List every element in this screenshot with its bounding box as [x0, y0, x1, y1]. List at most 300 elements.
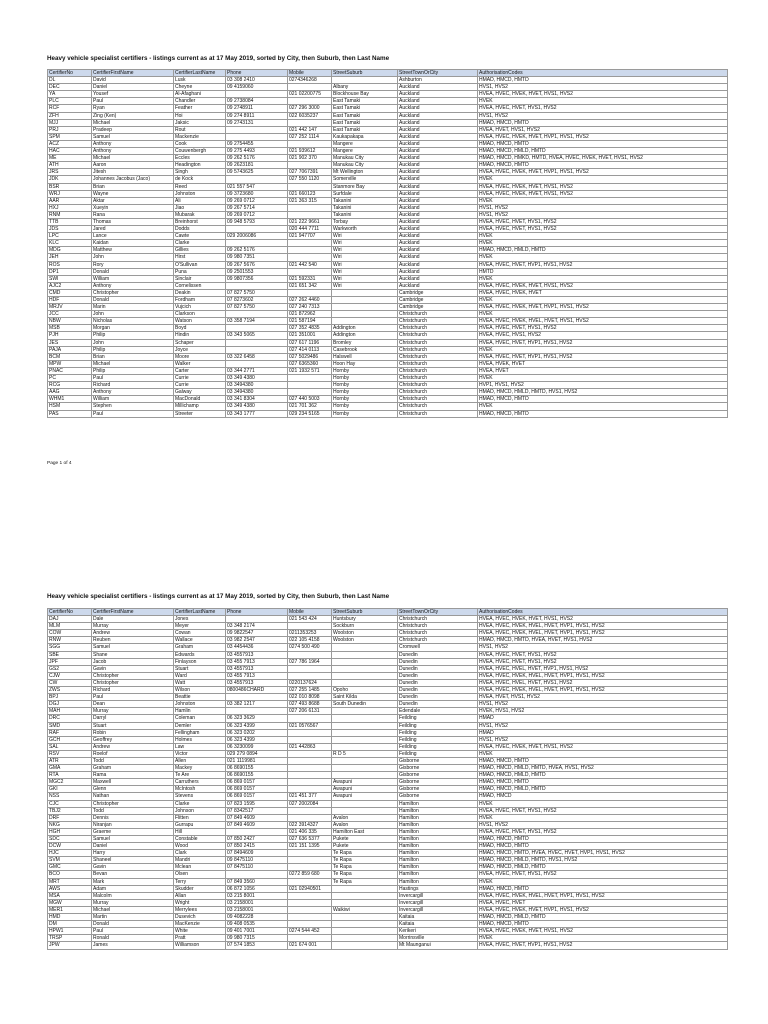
- table-cell: TTB: [48, 218, 92, 225]
- table-cell: Auckland: [398, 275, 478, 282]
- table-cell: AWS: [48, 885, 92, 892]
- table-cell: HMAD, HMCD, HMLD, HMTD, HVEA, HVS1, HVS2: [478, 765, 728, 772]
- table-cell: HVEA, HVEC, HVEK, HVEL, HVET, HVS1, HVS2: [478, 318, 728, 325]
- table-cell: Hamilton: [398, 850, 478, 857]
- table-cell: 021 1119981: [226, 757, 288, 764]
- table-cell: [332, 807, 398, 814]
- table-cell: Opoho: [332, 687, 398, 694]
- table-cell: HVS1, HVS2: [478, 821, 728, 828]
- table-cell: HVEA, HVEC, HVEK, HVET, HVS1, HVS2: [478, 190, 728, 197]
- table-cell: [288, 757, 332, 764]
- column-header: Mobile: [288, 70, 332, 77]
- table-cell: Dusevich: [174, 914, 226, 921]
- table-cell: Christchurch: [398, 623, 478, 630]
- table-cell: 027 493 8688: [288, 701, 332, 708]
- table-cell: Thomas: [92, 218, 174, 225]
- table-cell: [226, 346, 288, 353]
- table-cell: Dunedin: [398, 694, 478, 701]
- table-row: [48, 850, 728, 857]
- table-cell: 027 296 3000: [288, 105, 332, 112]
- table-cell: Pukete: [332, 836, 398, 843]
- table-cell: Beattie: [174, 694, 226, 701]
- table-cell: Christopher: [92, 800, 174, 807]
- table-cell: [288, 864, 332, 871]
- table-cell: Allen: [174, 757, 226, 764]
- table-cell: Wallace: [174, 637, 226, 644]
- table-cell: HVEA, HVEC, HVEK, HVEL, HVET, HVP1, HVS1, HVS2: [478, 672, 728, 679]
- table-cell: [332, 885, 398, 892]
- table-cell: 03 308 2410: [226, 77, 288, 84]
- table-cell: Addington: [332, 332, 398, 339]
- table-cell: Christchurch: [398, 325, 478, 332]
- table-cell: 03 982 2547: [226, 637, 288, 644]
- table-cell: [226, 360, 288, 367]
- table-cell: HVEA, HVEC, HVET, HVP1, HVS1, HVS2: [478, 261, 728, 268]
- table-cell: Dunedin: [398, 658, 478, 665]
- table-row: [48, 736, 728, 743]
- table-cell: RCG: [48, 382, 92, 389]
- table-cell: Wiri: [332, 275, 398, 282]
- table-cell: Christchurch: [398, 637, 478, 644]
- column-header: StreetSuburb: [332, 609, 398, 616]
- table-cell: HMD: [48, 914, 92, 921]
- table-cell: 03 4454436: [226, 644, 288, 651]
- table-row: [48, 297, 728, 304]
- table-cell: SAL: [48, 743, 92, 750]
- table-cell: 03 455 7913: [226, 672, 288, 679]
- table-cell: DAJ: [48, 616, 92, 623]
- table-cell: Wiri: [332, 282, 398, 289]
- table-row: [48, 921, 728, 928]
- table-cell: HMAD, HMCD, HMLD, HMTD: [478, 914, 728, 921]
- table-cell: 021 872962: [288, 311, 332, 318]
- table-row: [48, 757, 728, 764]
- table-cell: SVM: [48, 857, 92, 864]
- table-cell: 03 358 7194: [226, 318, 288, 325]
- table-cell: Shaneel: [92, 857, 174, 864]
- table-cell: 03 349 4380: [226, 375, 288, 382]
- table-row: [48, 857, 728, 864]
- table-cell: Allan: [174, 892, 226, 899]
- table-cell: Christopher: [92, 679, 174, 686]
- table-cell: O'Sullivan: [174, 261, 226, 268]
- table-cell: Auckland: [398, 119, 478, 126]
- table-cell: 027 414 0113: [288, 346, 332, 353]
- table-cell: HVEA, HVEC, HVEK, HVEL, HVET, HVP1, HVS1, HVS2: [478, 623, 728, 630]
- table-cell: HMAD, HMCD, HMTD, HVEA, HVEC, HVET, HVP1, HVS1, HVS2: [478, 850, 728, 857]
- table-cell: HMAD, HMCD, HMTD: [478, 843, 728, 850]
- table-cell: HMTD: [478, 268, 728, 275]
- table-cell: Stuart: [92, 722, 174, 729]
- table-cell: Zing (Ken): [92, 112, 174, 119]
- table-cell: John: [92, 311, 174, 318]
- table-cell: Rory: [92, 261, 174, 268]
- table-cell: Paul: [92, 98, 174, 105]
- table-cell: Marin: [92, 304, 174, 311]
- table-cell: Eccles: [174, 155, 226, 162]
- table-cell: Christchurch: [398, 367, 478, 374]
- table-cell: MRJV: [48, 304, 92, 311]
- table-cell: 09 980 7315: [226, 935, 288, 942]
- table-cell: ACZ: [48, 140, 92, 147]
- table-cell: 022 6035237: [288, 112, 332, 119]
- table-row: [48, 275, 728, 282]
- table-cell: PJH: [48, 332, 92, 339]
- table-cell: 029 234 5165: [288, 410, 332, 417]
- table-cell: 06 869 0157: [226, 779, 288, 786]
- table-cell: 021 442863: [288, 743, 332, 750]
- table-cell: DEC: [48, 84, 92, 91]
- table-cell: NBW: [48, 318, 92, 325]
- table-cell: Dunedin: [398, 665, 478, 672]
- table-cell: Carter: [174, 367, 226, 374]
- table-cell: HMAD, HMCD, HMTD, HVEA, HVET, HVS1, HVS2: [478, 637, 728, 644]
- table-cell: Auckland: [398, 148, 478, 155]
- table-cell: Sockburn: [332, 623, 398, 630]
- table-cell: 0274346268: [288, 77, 332, 84]
- table-cell: [332, 736, 398, 743]
- table-cell: Morrinsville: [398, 935, 478, 942]
- table-cell: Gillies: [174, 247, 226, 254]
- table-row: [48, 119, 728, 126]
- table-row: [48, 708, 728, 715]
- column-header: CertifierLastName: [174, 609, 226, 616]
- table-row: [48, 133, 728, 140]
- table-cell: Ryan: [92, 105, 174, 112]
- table-row: [48, 786, 728, 793]
- table-header-row: [48, 609, 728, 616]
- table-cell: Hornby: [332, 403, 398, 410]
- table-row: [48, 878, 728, 885]
- table-cell: HMAD, HMCD, HMTD: [478, 140, 728, 147]
- table-cell: [288, 389, 332, 396]
- table-cell: Feilding: [398, 729, 478, 736]
- table-cell: 09 2748911: [226, 105, 288, 112]
- table-cell: 021 222 9661: [288, 218, 332, 225]
- table-cell: Donald: [92, 268, 174, 275]
- column-header: StreetTownOrCity: [398, 609, 478, 616]
- table-cell: GMA: [48, 765, 92, 772]
- table-cell: Hamlin: [174, 708, 226, 715]
- table-row: [48, 679, 728, 686]
- table-cell: 03 3494380: [226, 382, 288, 389]
- table-cell: Johnson: [174, 807, 226, 814]
- table-row: [48, 800, 728, 807]
- table-cell: Hastings: [398, 885, 478, 892]
- table-cell: Anthony: [92, 282, 174, 289]
- table-cell: Feilding: [398, 750, 478, 757]
- table-row: [48, 211, 728, 218]
- table-cell: [288, 729, 332, 736]
- table-row: [48, 190, 728, 197]
- table-row: [48, 665, 728, 672]
- table-cell: HVS1, HVS2: [478, 644, 728, 651]
- table-cell: HMAD, HMCD, HMKD, HMTD, HVEA, HVEC, HVEK, HVET, HVS1, HVS2: [478, 155, 728, 162]
- table-cell: HVEA, HVEC, HVEK, HVET, HVS1, HVS2: [478, 282, 728, 289]
- table-cell: Cambridge: [398, 304, 478, 311]
- table-cell: East Tamaki: [332, 105, 398, 112]
- table-cell: Gisborne: [398, 772, 478, 779]
- column-header: Phone: [226, 70, 288, 77]
- table-row: [48, 325, 728, 332]
- table-cell: HVEK: [478, 800, 728, 807]
- table-cell: JDS: [48, 226, 92, 233]
- table-cell: Brian: [92, 183, 174, 190]
- table-cell: Dunedin: [398, 672, 478, 679]
- table-cell: Christchurch: [398, 353, 478, 360]
- table-cell: 027 617 1196: [288, 339, 332, 346]
- table-cell: William: [92, 275, 174, 282]
- table-row: [48, 218, 728, 225]
- table-row: [48, 814, 728, 821]
- table-cell: HMAD, HMCD, HMLD, HMTD: [478, 864, 728, 871]
- table-cell: MacDonald: [174, 396, 226, 403]
- table-cell: Dale: [92, 616, 174, 623]
- table-cell: McIntosh: [174, 786, 226, 793]
- table-cell: PRJ: [48, 126, 92, 133]
- table-cell: 07 8273602: [226, 297, 288, 304]
- table-cell: 09 408 0535: [226, 921, 288, 928]
- table-cell: HMAD: [478, 729, 728, 736]
- table-cell: Mandri: [174, 857, 226, 864]
- table-cell: John: [92, 254, 174, 261]
- table-cell: Deakin: [174, 289, 226, 296]
- table-cell: Michael: [92, 119, 174, 126]
- table-cell: Bromley: [332, 339, 398, 346]
- table-cell: Breinhorst: [174, 218, 226, 225]
- table-cell: Richard: [92, 687, 174, 694]
- table-cell: Graham: [92, 765, 174, 772]
- table-cell: Lance: [92, 233, 174, 240]
- table-cell: 09 4082228: [226, 914, 288, 921]
- table-cell: SBE: [48, 651, 92, 658]
- table-cell: 021 902 370: [288, 155, 332, 162]
- table-cell: Jiao: [174, 204, 226, 211]
- table-header-row: [48, 70, 728, 77]
- table-cell: [332, 665, 398, 672]
- table-cell: Feilding: [398, 736, 478, 743]
- table-cell: YA: [48, 91, 92, 98]
- table-cell: 021 651 342: [288, 282, 332, 289]
- table-cell: 027 6365360: [288, 360, 332, 367]
- table-cell: Jaksic: [174, 119, 226, 126]
- table-cell: Ronald: [92, 935, 174, 942]
- table-cell: [288, 84, 332, 91]
- table-cell: [332, 722, 398, 729]
- certifier-table: [47, 608, 728, 950]
- table-cell: HSM: [48, 403, 92, 410]
- table-row: [48, 743, 728, 750]
- table-cell: 029 2006086: [226, 233, 288, 240]
- table-cell: Cook: [174, 140, 226, 147]
- table-cell: [332, 921, 398, 928]
- table-cell: HVP1, HVS1, HVS2: [478, 382, 728, 389]
- table-cell: 06 869 0157: [226, 793, 288, 800]
- table-cell: [288, 240, 332, 247]
- table-cell: [288, 750, 332, 757]
- table-cell: Wood: [174, 843, 226, 850]
- table-cell: 07 849 3560: [226, 878, 288, 885]
- table-cell: Addington: [332, 325, 398, 332]
- table-cell: CW: [48, 679, 92, 686]
- table-row: [48, 821, 728, 828]
- table-cell: Mark: [92, 878, 174, 885]
- table-cell: Te Rapa: [332, 864, 398, 871]
- table-cell: 06 872 1056: [226, 885, 288, 892]
- table-row: [48, 84, 728, 91]
- table-row: [48, 204, 728, 211]
- table-cell: Paul: [92, 410, 174, 417]
- table-row: [48, 112, 728, 119]
- table-row: [48, 935, 728, 942]
- table-cell: 027 5029486: [288, 353, 332, 360]
- table-cell: 06 323 4399: [226, 722, 288, 729]
- table-cell: Surfdale: [332, 190, 398, 197]
- table-cell: HVEA, HVEC, HVEK, HVET, HVP1, HVS1, HVS2: [478, 133, 728, 140]
- table-cell: Hindin: [174, 332, 226, 339]
- table-cell: Headington: [174, 162, 226, 169]
- table-cell: Woolston: [332, 637, 398, 644]
- table-cell: Stevens: [174, 793, 226, 800]
- table-cell: JEH: [48, 254, 92, 261]
- table-cell: 09 262 5176: [226, 155, 288, 162]
- table-cell: HVEA, HVEC, HVEK, HVEL, HVET, HVP1, HVS1, HVS2: [478, 892, 728, 899]
- table-cell: Mangere: [332, 140, 398, 147]
- table-cell: 029 279 0894: [226, 750, 288, 757]
- table-row: [48, 148, 728, 155]
- table-cell: Edendale: [398, 708, 478, 715]
- table-row: [48, 637, 728, 644]
- table-cell: 021 02940501: [288, 885, 332, 892]
- table-cell: MSB: [48, 325, 92, 332]
- table-cell: [332, 942, 398, 949]
- table-cell: Auckland: [398, 133, 478, 140]
- table-cell: 07 827 5750: [226, 289, 288, 296]
- table-cell: ME: [48, 155, 92, 162]
- table-cell: Dunedin: [398, 679, 478, 686]
- table-cell: Te Rapa: [332, 850, 398, 857]
- table-cell: HJC: [48, 850, 92, 857]
- table-cell: HVEA, HVEC, HVET, HVP1, HVS1, HVS2: [478, 942, 728, 949]
- certifier-table: [47, 69, 728, 418]
- table-cell: Rana: [92, 211, 174, 218]
- column-header: StreetTownOrCity: [398, 70, 478, 77]
- table-cell: Fordham: [174, 297, 226, 304]
- table-cell: Michael: [92, 360, 174, 367]
- table-row: [48, 899, 728, 906]
- table-cell: 09 275 4493: [226, 148, 288, 155]
- table-cell: 03 343 5065: [226, 332, 288, 339]
- table-row: [48, 828, 728, 835]
- table-cell: Hamilton: [398, 857, 478, 864]
- table-cell: Watson: [174, 318, 226, 325]
- table-row: [48, 140, 728, 147]
- table-cell: [288, 914, 332, 921]
- column-header: CertifierNo: [48, 609, 92, 616]
- table-cell: AJC2: [48, 282, 92, 289]
- table-cell: 0274 544 452: [288, 928, 332, 935]
- table-cell: Coleman: [174, 715, 226, 722]
- table-cell: HVEK: [478, 297, 728, 304]
- table-cell: 09 9822547: [226, 630, 288, 637]
- table-cell: PAS: [48, 410, 92, 417]
- table-row: [48, 658, 728, 665]
- table-cell: GKI: [48, 786, 92, 793]
- table-cell: [332, 765, 398, 772]
- table-cell: COW: [48, 630, 92, 637]
- table-cell: [288, 906, 332, 913]
- table-cell: Cromwell: [398, 644, 478, 651]
- table-cell: Glenn: [92, 786, 174, 793]
- column-header: CertifierNo: [48, 70, 92, 77]
- table-cell: [332, 892, 398, 899]
- table-cell: [288, 162, 332, 169]
- table-cell: SGG: [48, 644, 92, 651]
- table-cell: [226, 339, 288, 346]
- table-cell: 09 3723680: [226, 190, 288, 197]
- table-cell: Invercargill: [398, 892, 478, 899]
- table-cell: Gisborne: [398, 765, 478, 772]
- column-header: AuthorisationCodes: [478, 70, 728, 77]
- table-cell: HVEK: [478, 98, 728, 105]
- table-cell: Sinclair: [174, 275, 226, 282]
- table-cell: Hamilton: [398, 828, 478, 835]
- table-cell: Auckland: [398, 190, 478, 197]
- table-cell: 06 8690155: [226, 772, 288, 779]
- table-cell: Jones: [174, 616, 226, 623]
- table-cell: Hornby: [332, 367, 398, 374]
- table-cell: [226, 91, 288, 98]
- table-row: [48, 410, 728, 417]
- table-row: [48, 651, 728, 658]
- table-cell: Hornby: [332, 375, 398, 382]
- table-cell: Gisborne: [398, 779, 478, 786]
- table-cell: GS2: [48, 665, 92, 672]
- table-cell: William: [92, 396, 174, 403]
- table-cell: 0274 500 490: [288, 644, 332, 651]
- table-cell: PNAC: [48, 367, 92, 374]
- table-cell: Cambridge: [398, 289, 478, 296]
- table-cell: Auckland: [398, 218, 478, 225]
- table-cell: 07 849 4609: [226, 821, 288, 828]
- table-cell: Hornby: [332, 389, 398, 396]
- table-row: [48, 715, 728, 722]
- table-cell: HVEA, HVEC, HVET, HVS1, HVS2: [478, 658, 728, 665]
- table-cell: WHM1: [48, 396, 92, 403]
- table-row: [48, 672, 728, 679]
- table-cell: Holmes: [174, 736, 226, 743]
- table-cell: HVS1, HVS2: [478, 211, 728, 218]
- table-cell: HVEK: [478, 375, 728, 382]
- table-cell: East Tamaki: [332, 126, 398, 133]
- table-cell: HVEK: [478, 935, 728, 942]
- table-cell: Auckland: [398, 233, 478, 240]
- table-cell: LPC: [48, 233, 92, 240]
- table-cell: Casebrook: [332, 346, 398, 353]
- table-cell: ZFH: [48, 112, 92, 119]
- table-cell: [332, 899, 398, 906]
- table-cell: [332, 708, 398, 715]
- table-cell: Brian: [92, 353, 174, 360]
- table-cell: Hornby: [332, 396, 398, 403]
- table-row: [48, 729, 728, 736]
- table-cell: Te Rapa: [332, 878, 398, 885]
- table-cell: Boyd: [174, 325, 226, 332]
- table-cell: Waikiwi: [332, 906, 398, 913]
- table-cell: BSR: [48, 183, 92, 190]
- table-cell: Stanmore Bay: [332, 183, 398, 190]
- table-cell: Couwenbergh: [174, 148, 226, 155]
